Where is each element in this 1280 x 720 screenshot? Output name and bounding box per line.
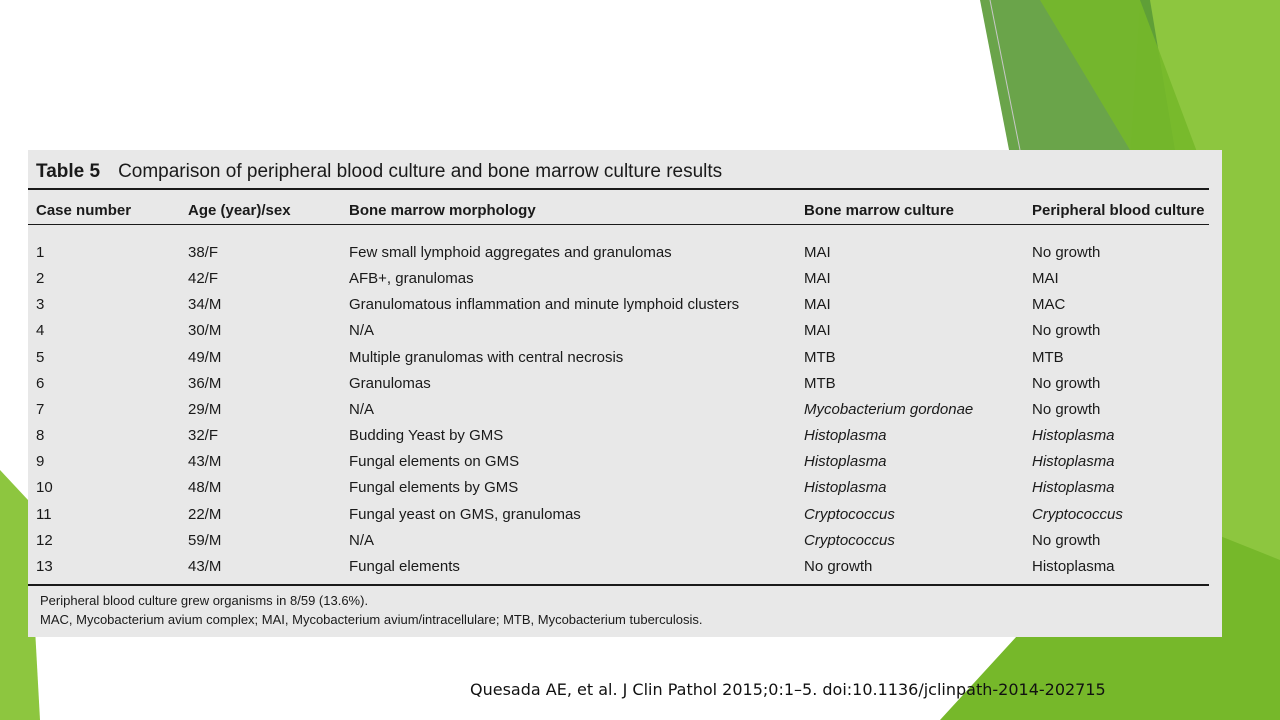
cell-age-sex: 38/F: [188, 244, 219, 261]
cell-pb-culture: No growth: [1032, 244, 1101, 261]
cell-case: 13: [36, 558, 53, 575]
cell-morphology: Budding Yeast by GMS: [349, 427, 504, 444]
cell-morphology: N/A: [349, 322, 375, 339]
cell-bm-culture: MAI: [804, 244, 831, 261]
table-footnote-2: MAC, Mycobacterium avium complex; MAI, Mycobacterium avium/intracellulare; MTB, Mycobacterium tuberculosis.: [40, 612, 703, 627]
cell-case: 12: [36, 532, 53, 549]
header-bone-marrow-morphology: Bone marrow morphology: [349, 202, 536, 219]
cell-morphology: Granulomatous inflammation and minute lymphoid clusters: [349, 296, 740, 313]
cell-age-sex: 32/F: [188, 427, 219, 444]
header-case-number: Case number: [36, 202, 132, 219]
cell-morphology: N/A: [349, 401, 375, 418]
cell-pb-culture: Cryptococcus: [1032, 506, 1123, 523]
cell-age-sex: 34/M: [188, 296, 222, 313]
cell-case: 4: [36, 322, 45, 339]
cell-bm-culture: No growth: [804, 558, 873, 575]
citation-text: Quesada AE, et al. J Clin Pathol 2015;0:1–5. doi:10.1136/jclinpath-2014-202715: [470, 680, 1106, 699]
cell-morphology: N/A: [349, 532, 375, 549]
cell-bm-culture: Cryptococcus: [804, 506, 895, 523]
cell-pb-culture: MTB: [1032, 349, 1064, 366]
cell-age-sex: 49/M: [188, 349, 222, 366]
table-top-rule: [28, 188, 1209, 190]
cell-case: 7: [36, 401, 45, 418]
cell-pb-culture: Histoplasma: [1032, 479, 1115, 496]
cell-case: 10: [36, 479, 53, 496]
cell-pb-culture: No growth: [1032, 532, 1101, 549]
cell-bm-culture: Cryptococcus: [804, 532, 895, 549]
cell-age-sex: 48/M: [188, 479, 222, 496]
table-caption: [36, 161, 722, 183]
cell-morphology: Multiple granulomas with central necrosis: [349, 349, 624, 366]
cell-bm-culture: Histoplasma: [804, 479, 887, 496]
header-bone-marrow-culture: Bone marrow culture: [804, 202, 955, 219]
cell-pb-culture: MAC: [1032, 296, 1066, 313]
cell-pb-culture: MAI: [1032, 270, 1059, 287]
header-age-sex: Age (year)/sex: [188, 202, 291, 219]
cell-case: 11: [36, 506, 52, 523]
cell-bm-culture: Histoplasma: [804, 427, 887, 444]
cell-age-sex: 22/M: [188, 506, 222, 523]
cell-pb-culture: Histoplasma: [1032, 453, 1115, 470]
table-bottom-rule: [28, 584, 1209, 586]
table-title: Comparison of peripheral blood culture and bone marrow culture results: [118, 161, 723, 182]
cell-age-sex: 42/F: [188, 270, 219, 287]
table-footnote-1: Peripheral blood culture grew organisms in 8/59 (13.6%).: [40, 593, 369, 608]
cell-pb-culture: No growth: [1032, 322, 1101, 339]
cell-case: 9: [36, 453, 45, 470]
cell-bm-culture: MTB: [804, 375, 836, 392]
cell-morphology: Fungal elements on GMS: [349, 453, 520, 470]
cell-morphology: Fungal elements by GMS: [349, 479, 519, 496]
cell-bm-culture: MAI: [804, 322, 831, 339]
cell-morphology: AFB+, granulomas: [349, 270, 474, 287]
cell-case: 1: [36, 244, 45, 261]
cell-pb-culture: Histoplasma: [1032, 427, 1115, 444]
cell-bm-culture: MTB: [804, 349, 836, 366]
cell-pb-culture: Histoplasma: [1032, 558, 1115, 575]
cell-bm-culture: MAI: [804, 296, 831, 313]
cell-age-sex: 43/M: [188, 558, 222, 575]
cell-bm-culture: Mycobacterium gordonae: [804, 401, 974, 418]
cell-age-sex: 43/M: [188, 453, 222, 470]
cell-case: 6: [36, 375, 45, 392]
table-figure: [28, 150, 1222, 637]
table-label: Table 5: [36, 161, 101, 182]
cell-pb-culture: No growth: [1032, 375, 1101, 392]
cell-morphology: Granulomas: [349, 375, 431, 392]
cell-case: 3: [36, 296, 45, 313]
cell-morphology: Few small lymphoid aggregates and granulomas: [349, 244, 672, 261]
cell-age-sex: 59/M: [188, 532, 222, 549]
cell-morphology: Fungal yeast on GMS, granulomas: [349, 506, 581, 523]
cell-case: 2: [36, 270, 45, 287]
cell-morphology: Fungal elements: [349, 558, 460, 575]
cell-age-sex: 29/M: [188, 401, 222, 418]
table-header-rule: [28, 224, 1209, 225]
cell-age-sex: 36/M: [188, 375, 222, 392]
cell-age-sex: 30/M: [188, 322, 222, 339]
cell-bm-culture: MAI: [804, 270, 831, 287]
cell-case: 5: [36, 349, 45, 366]
header-peripheral-blood-culture: Peripheral blood culture: [1032, 202, 1205, 219]
cell-case: 8: [36, 427, 45, 444]
cell-pb-culture: No growth: [1032, 401, 1101, 418]
cell-bm-culture: Histoplasma: [804, 453, 887, 470]
